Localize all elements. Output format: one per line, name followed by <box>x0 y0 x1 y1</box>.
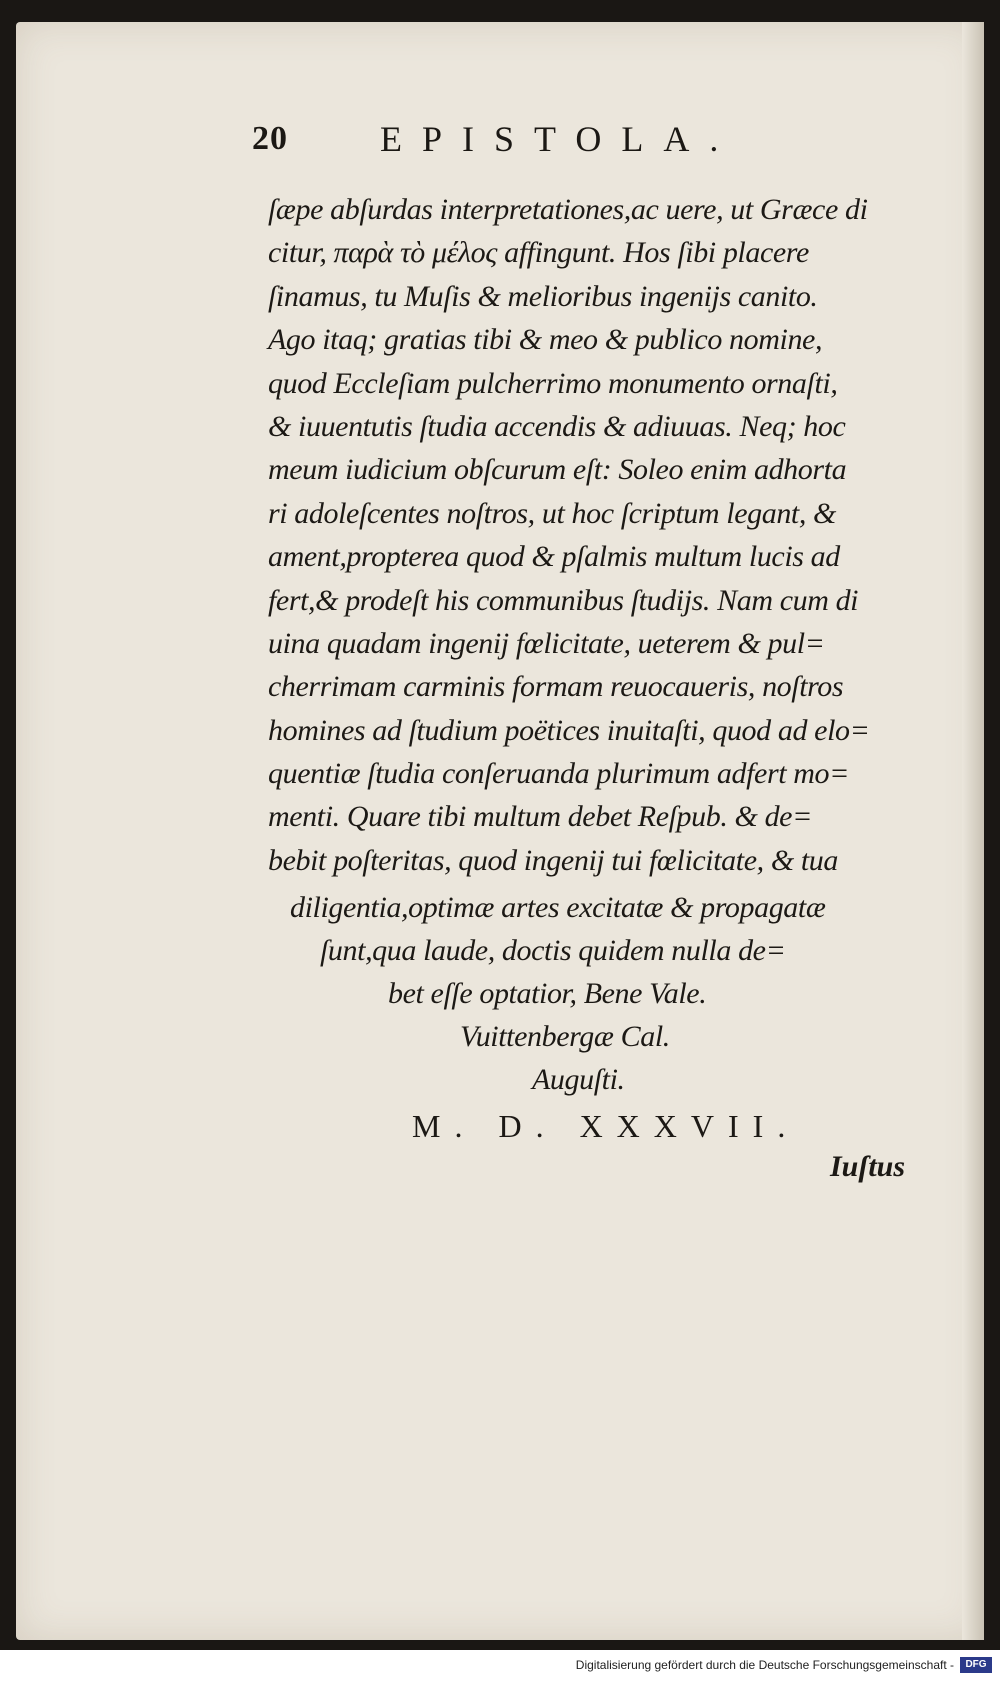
body-line: ri adoleſcentes noſtros, ut hoc ſcriptum legant, & <box>268 496 836 530</box>
body-line: bet eſſe optatior, Bene Vale. <box>388 977 707 1010</box>
body-line: uina quadam ingenij fœlicitate, ueterem & pul= <box>268 626 825 660</box>
page-header <box>252 118 772 162</box>
body-line: citur, παρὰ τὸ μέλος affingunt. Hos ſibi placere <box>268 236 809 270</box>
date-line: M. D. XXXVII. <box>412 1108 800 1144</box>
body-line: homines ad ſtudium poëtices inuitaſti, quod ad elo= <box>268 713 870 747</box>
body-line: ament,propterea quod & pſalmis multum lucis ad <box>268 540 840 574</box>
body-line: menti. Quare tibi multum debet Reſpub. & de= <box>268 800 812 834</box>
place-line: Vuittenbergæ Cal. <box>460 1020 670 1053</box>
body-line: cherrimam carminis formam reuocaueris, noſtros <box>268 670 844 704</box>
month-line: Auguſti. <box>532 1063 625 1096</box>
body-line: diligentia,optimæ artes excitatæ & propagatæ <box>290 891 826 924</box>
body-line: fert,& prodeſt his communibus ſtudijs. Nam cum di <box>268 583 859 617</box>
body-line: meum iudicium obſcurum eſt: Soleo enim adhorta <box>268 453 847 487</box>
digitization-footer <box>0 1650 1000 1682</box>
body-line: & iuuentutis ſtudia accendis & adiuuas. Neq; hoc <box>268 409 846 443</box>
page-gutter <box>962 22 984 1640</box>
dfg-logo: DFG <box>960 1657 992 1673</box>
letter-body <box>268 188 913 882</box>
footer-credit: Digitalisierung gefördert durch die Deutsche Forschungsgemeinschaft - <box>575 1658 954 1672</box>
body-line: ſinamus, tu Muſis & melioribus ingenijs canito. <box>268 279 818 313</box>
body-line: quentiæ ſtudia conſeruanda plurimum adfert mo= <box>268 757 849 791</box>
body-line: quod Eccleſiam pulcherrimo monumento ornaſti, <box>268 366 838 400</box>
catchword: Iuſtus <box>830 1150 906 1183</box>
body-line: bebit poſteritas, quod ingenij tui fœlicitate, & tua <box>268 843 839 877</box>
page-number: 20 <box>252 120 288 157</box>
body-line: ſæpe abſurdas interpretationes,ac uere, ut Græce di <box>268 193 868 226</box>
body-line: Ago itaq; gratias tibi & meo & publico nomine, <box>268 323 823 357</box>
running-title: EPISTOLA. <box>380 119 739 159</box>
body-line: ſunt,qua laude, doctis quidem nulla de= <box>320 934 786 967</box>
